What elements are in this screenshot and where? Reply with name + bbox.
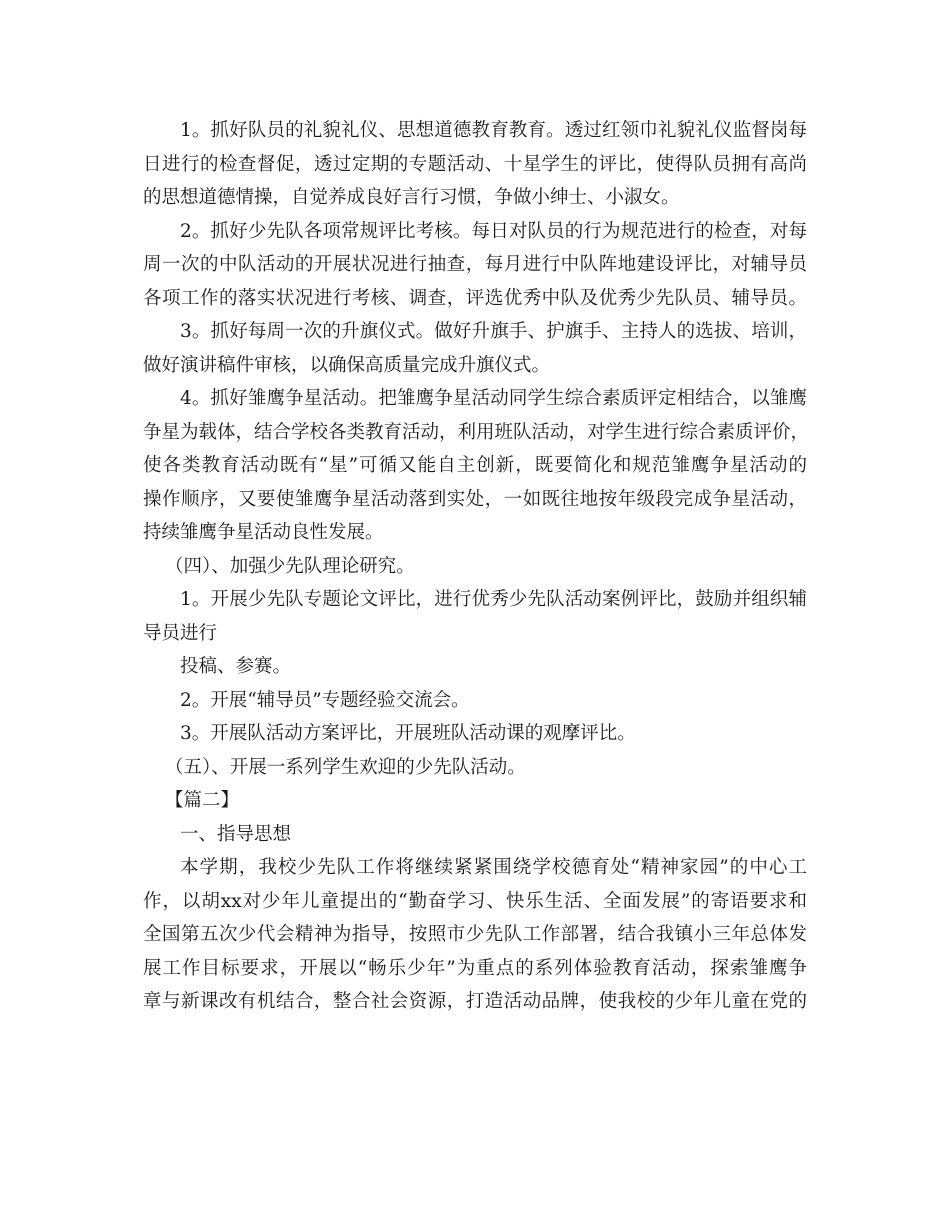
paragraph-line: 全国第五次少代会精神为指导，按照市少先队工作部署，结合我镇小三年总体发 <box>143 924 807 945</box>
paragraph-line: 的思想道德情操，自觉养成良好言行习惯，争做小绅士、小淑女。 <box>143 187 680 208</box>
paragraph-line: 1。抓好队员的礼貌礼仪、思想道德教育教育。透过红领巾礼貌礼仪监督岗每 <box>180 120 807 141</box>
paragraph-line: 展工作目标要求，开展以“畅乐少年”为重点的系列体验教育活动，探索雏鹰争 <box>143 957 807 979</box>
paragraph-line: 导员进行 <box>143 622 218 644</box>
document-body <box>143 114 810 1019</box>
paragraph-line: 1。开展少先队专题论文评比，进行优秀少先队活动案例评比，鼓励并组织辅 <box>180 589 807 610</box>
section-heading: （四）、加强少先队理论研究。 <box>165 555 415 577</box>
paragraph-line: 章与新课改有机结合，整合社会资源，打造活动品牌，使我校的少年儿童在党的 <box>143 991 807 1012</box>
part-heading: 【篇二】 <box>165 790 240 811</box>
paragraph-line: 周一次的中队活动的开展状况进行抽查，每月进行中队阵地建设评比，对辅导员 <box>143 254 807 275</box>
paragraph-line: 3。抓好每周一次的升旗仪式。做好升旗手、护旗手、主持人的选拔、培训， <box>180 321 807 342</box>
paragraph-line: 4。抓好雏鹰争星活动。把雏鹰争星活动同学生综合素质评定相结合，以雏鹰 <box>180 388 807 409</box>
section-heading: （五）、开展一系列学生欢迎的少先队活动。 <box>165 756 526 778</box>
paragraph-line: 2。开展“辅导员”专题经验交流会。 <box>180 689 470 711</box>
paragraph-line: 日进行的检查督促，透过定期的专题活动、十星学生的评比，使得队员拥有高尚 <box>143 153 807 175</box>
paragraph-line: 投稿、参赛。 <box>180 656 292 677</box>
paragraph-line: 本学期，我校少先队工作将继续紧紧围绕学校德育处“精神家园”的中心工 <box>180 857 807 878</box>
paragraph-line: 各项工作的落实状况进行考核、调查，评选优秀中队及优秀少先队员、辅导员。 <box>143 287 807 309</box>
paragraph-line: 争星为载体，结合学校各类教育活动，利用班队活动，对学生进行综合素质评价， <box>143 421 810 443</box>
paragraph-line: 持续雏鹰争星活动良性发展。 <box>143 522 384 543</box>
section-heading: 一、指导思想 <box>180 823 292 845</box>
paragraph-line: 作，以胡xx对少年儿童提出的“勤奋学习、快乐生活、全面发展”的寄语要求和 <box>143 890 807 912</box>
paragraph-line: 做好演讲稿件审核，以确保高质量完成升旗仪式。 <box>143 354 551 376</box>
paragraph-line: 使各类教育活动既有“星”可循又能自主创新，既要简化和规范雏鹰争星活动的 <box>143 455 807 476</box>
paragraph-line: 2。抓好少先队各项常规评比考核。每日对队员的行为规范进行的检查，对每 <box>180 220 807 242</box>
paragraph-line: 3。开展队活动方案评比，开展班队活动课的观摩评比。 <box>180 723 636 744</box>
paragraph-line: 操作顺序，又要使雏鹰争星活动落到实处，一如既往地按年级段完成争星活动， <box>143 488 807 510</box>
